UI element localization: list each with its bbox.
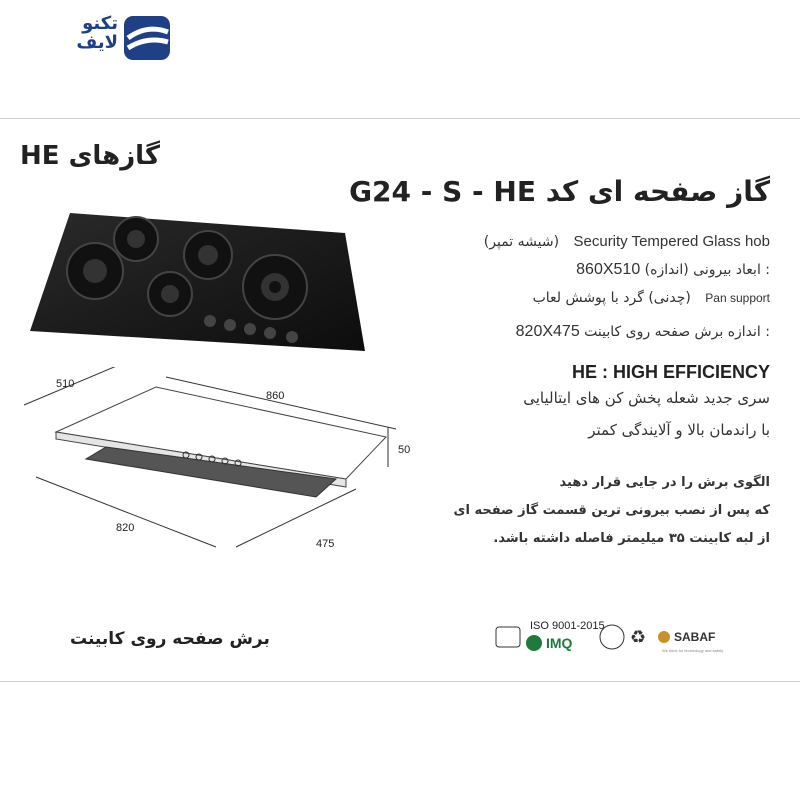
outer-dims-value: 860X510 <box>576 261 641 278</box>
cutout-value: 820X475 <box>515 323 580 340</box>
uni-cert-icon <box>496 627 520 647</box>
logo-line-2: لایف <box>76 32 118 53</box>
logo-text <box>48 14 118 52</box>
ce-cert-icon <box>600 625 624 649</box>
burner-right-wok <box>243 255 307 319</box>
logo-mark-icon <box>124 16 170 60</box>
imq-mark-icon <box>526 635 542 651</box>
glass-row <box>484 233 770 250</box>
dim-height-label: 50 <box>398 444 411 456</box>
pan-support-fa: (چدنی) گرد با پوشش لعاب <box>532 290 691 306</box>
model-title: گاز صفحه ای کد G24 - S - HE <box>349 175 770 208</box>
recycle-icon: ♻ <box>630 627 647 648</box>
note-line-2: که پس از نصب بیرونی ترین قسمت گاز صفحه ای <box>453 503 770 518</box>
he-line-1: سری جدید شعله پخش کن های ایتالیایی <box>523 389 770 407</box>
iso-label: ISO 9001-2015 <box>530 620 605 632</box>
glass-en: Security Tempered Glass hob <box>573 233 770 250</box>
product-panel <box>0 118 800 682</box>
logo-line-1: تکنو <box>82 13 118 34</box>
dim-depth-label: 510 <box>56 378 75 390</box>
dim-cut-width-label: 820 <box>116 522 135 534</box>
note-line-3: از لبه کابینت ۳۵ میلیمتر فاصله داشته باشد. <box>493 531 770 546</box>
burner-center <box>184 231 232 279</box>
sabaf-logo-icon <box>658 631 670 643</box>
imq-label: IMQ <box>546 635 573 651</box>
glass-desc: (شیشه تمپر) <box>483 234 560 250</box>
hob-photo <box>30 211 370 361</box>
pan-support-row <box>533 290 770 306</box>
dim-cut-depth-label: 475 <box>316 538 335 550</box>
he-heading: HE : HIGH EFFICIENCY <box>571 362 770 382</box>
sabaf-tagline: We think for technology and safety <box>662 648 724 653</box>
burner-front-center <box>148 272 192 316</box>
burner-front-left <box>67 243 123 299</box>
series-title: گازهای HE <box>20 141 161 171</box>
certification-logos <box>492 619 772 655</box>
cutout-row <box>516 323 770 341</box>
cut-caption: برش صفحه روی کابینت <box>70 629 270 649</box>
sabaf-label: SABAF <box>674 630 716 644</box>
cutout-label: : اندازه برش صفحه روی کابینت <box>584 324 770 340</box>
he-line-2: با راندمان بالا و آلایندگی کمتر <box>588 421 770 439</box>
burner-back-left <box>114 217 158 261</box>
outer-dims-label: : ابعاد بیرونی (اندازه) <box>644 262 770 278</box>
outer-dims-row <box>576 261 770 279</box>
pan-support-en: Pan support <box>705 291 770 305</box>
brand-logo[interactable] <box>48 14 178 64</box>
note-line-1: الگوی برش را در جایی قرار دهید <box>559 475 770 490</box>
dim-width-label: 860 <box>266 390 285 402</box>
dimension-drawing <box>16 367 416 567</box>
